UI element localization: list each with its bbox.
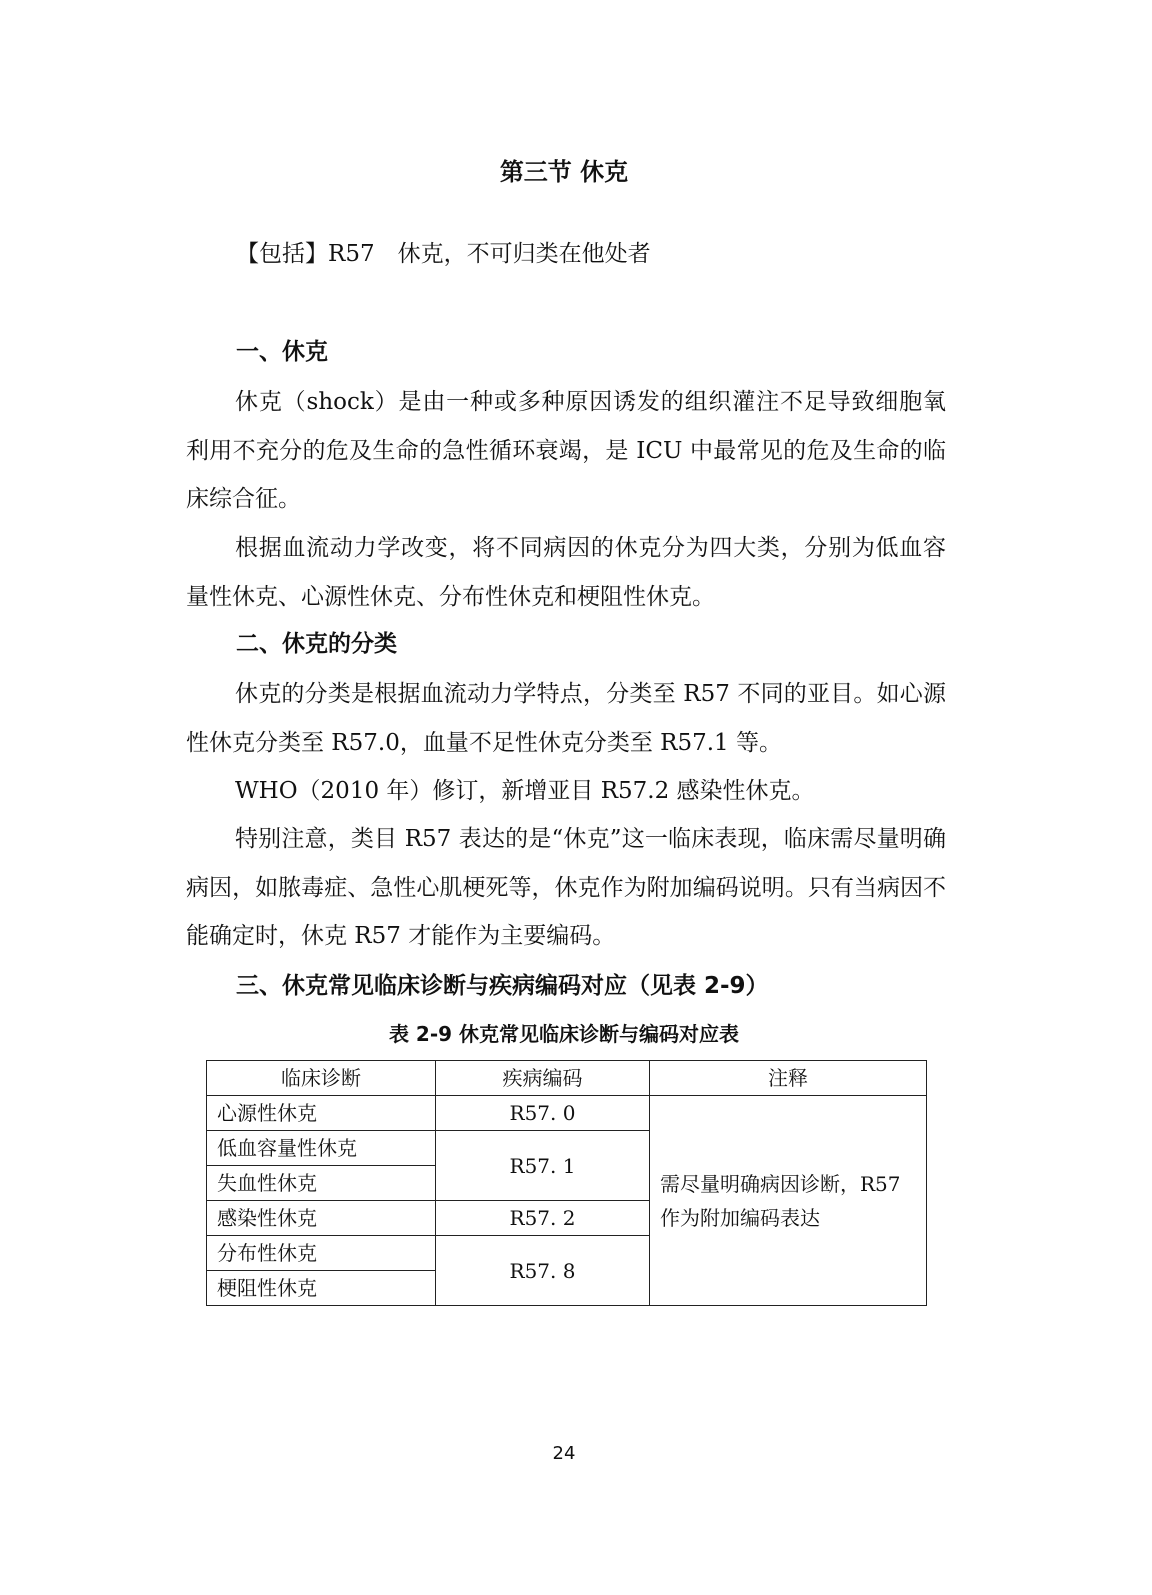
paragraph-classification: 休克的分类是根据血流动力学特点，分类至 R57 不同的亚目。如心源性休克分类至 R57.0，血量不足性休克分类至 R57.1 等。: [186, 681, 946, 756]
code-cell: R57. 1: [436, 1131, 650, 1201]
note-cell: 需尽量明确病因诊断，R57 作为附加编码表达: [650, 1096, 927, 1306]
table-header-diagnosis: 临床诊断: [207, 1061, 436, 1096]
includes-line: 【包括】R57 休克，不可归类在他处者: [236, 241, 651, 267]
paragraph-special-note: 特别注意，类目 R57 表达的是“休克”这一临床表现，临床需尽量明确病因，如脓毒症、急性心肌梗死等，休克作为附加编码说明。只有当病因不能确定时，休克 R57 才能作为主要编码。: [186, 826, 946, 949]
diagnosis-cell: 感染性休克: [207, 1201, 436, 1236]
diagnosis-cell: 心源性休克: [207, 1096, 436, 1131]
heading-classification: 二、休克的分类: [236, 631, 397, 657]
table-header-note: 注释: [650, 1061, 927, 1096]
diagnosis-cell: 低血容量性休克: [207, 1131, 436, 1166]
table-header-row: [207, 1061, 927, 1096]
paragraph-shock-definition: 休克（shock）是由一种或多种原因诱发的组织灌注不足导致细胞氧利用不充分的危及生命的急性循环衰竭，是 ICU 中最常见的危及生命的临床综合征。: [186, 389, 946, 512]
diagnosis-cell: 梗阻性休克: [207, 1271, 436, 1306]
paragraph-shock-types: 根据血流动力学改变，将不同病因的休克分为四大类，分别为低血容量性休克、心源性休克、分布性休克和梗阻性休克。: [186, 535, 946, 610]
paragraph-who-revision: WHO（2010 年）修订，新增亚目 R57.2 感染性休克。: [235, 778, 815, 804]
heading-shock: 一、休克: [236, 339, 328, 365]
table-caption: 表 2-9 休克常见临床诊断与编码对应表: [388, 1022, 740, 1046]
code-cell: R57. 0: [436, 1096, 650, 1131]
section-title: 第三节 休克: [499, 158, 629, 186]
page-number: 24: [552, 1443, 576, 1464]
code-cell: R57. 2: [436, 1201, 650, 1236]
diagnosis-cell: 失血性休克: [207, 1166, 436, 1201]
code-cell: R57. 8: [436, 1236, 650, 1306]
diagnosis-cell: 分布性休克: [207, 1236, 436, 1271]
table-header-code: 疾病编码: [436, 1061, 650, 1096]
diagnosis-code-table: [206, 1060, 927, 1306]
heading-diagnosis-mapping: 三、休克常见临床诊断与疾病编码对应（见表 2-9）: [236, 973, 769, 999]
table-row: [207, 1096, 927, 1131]
